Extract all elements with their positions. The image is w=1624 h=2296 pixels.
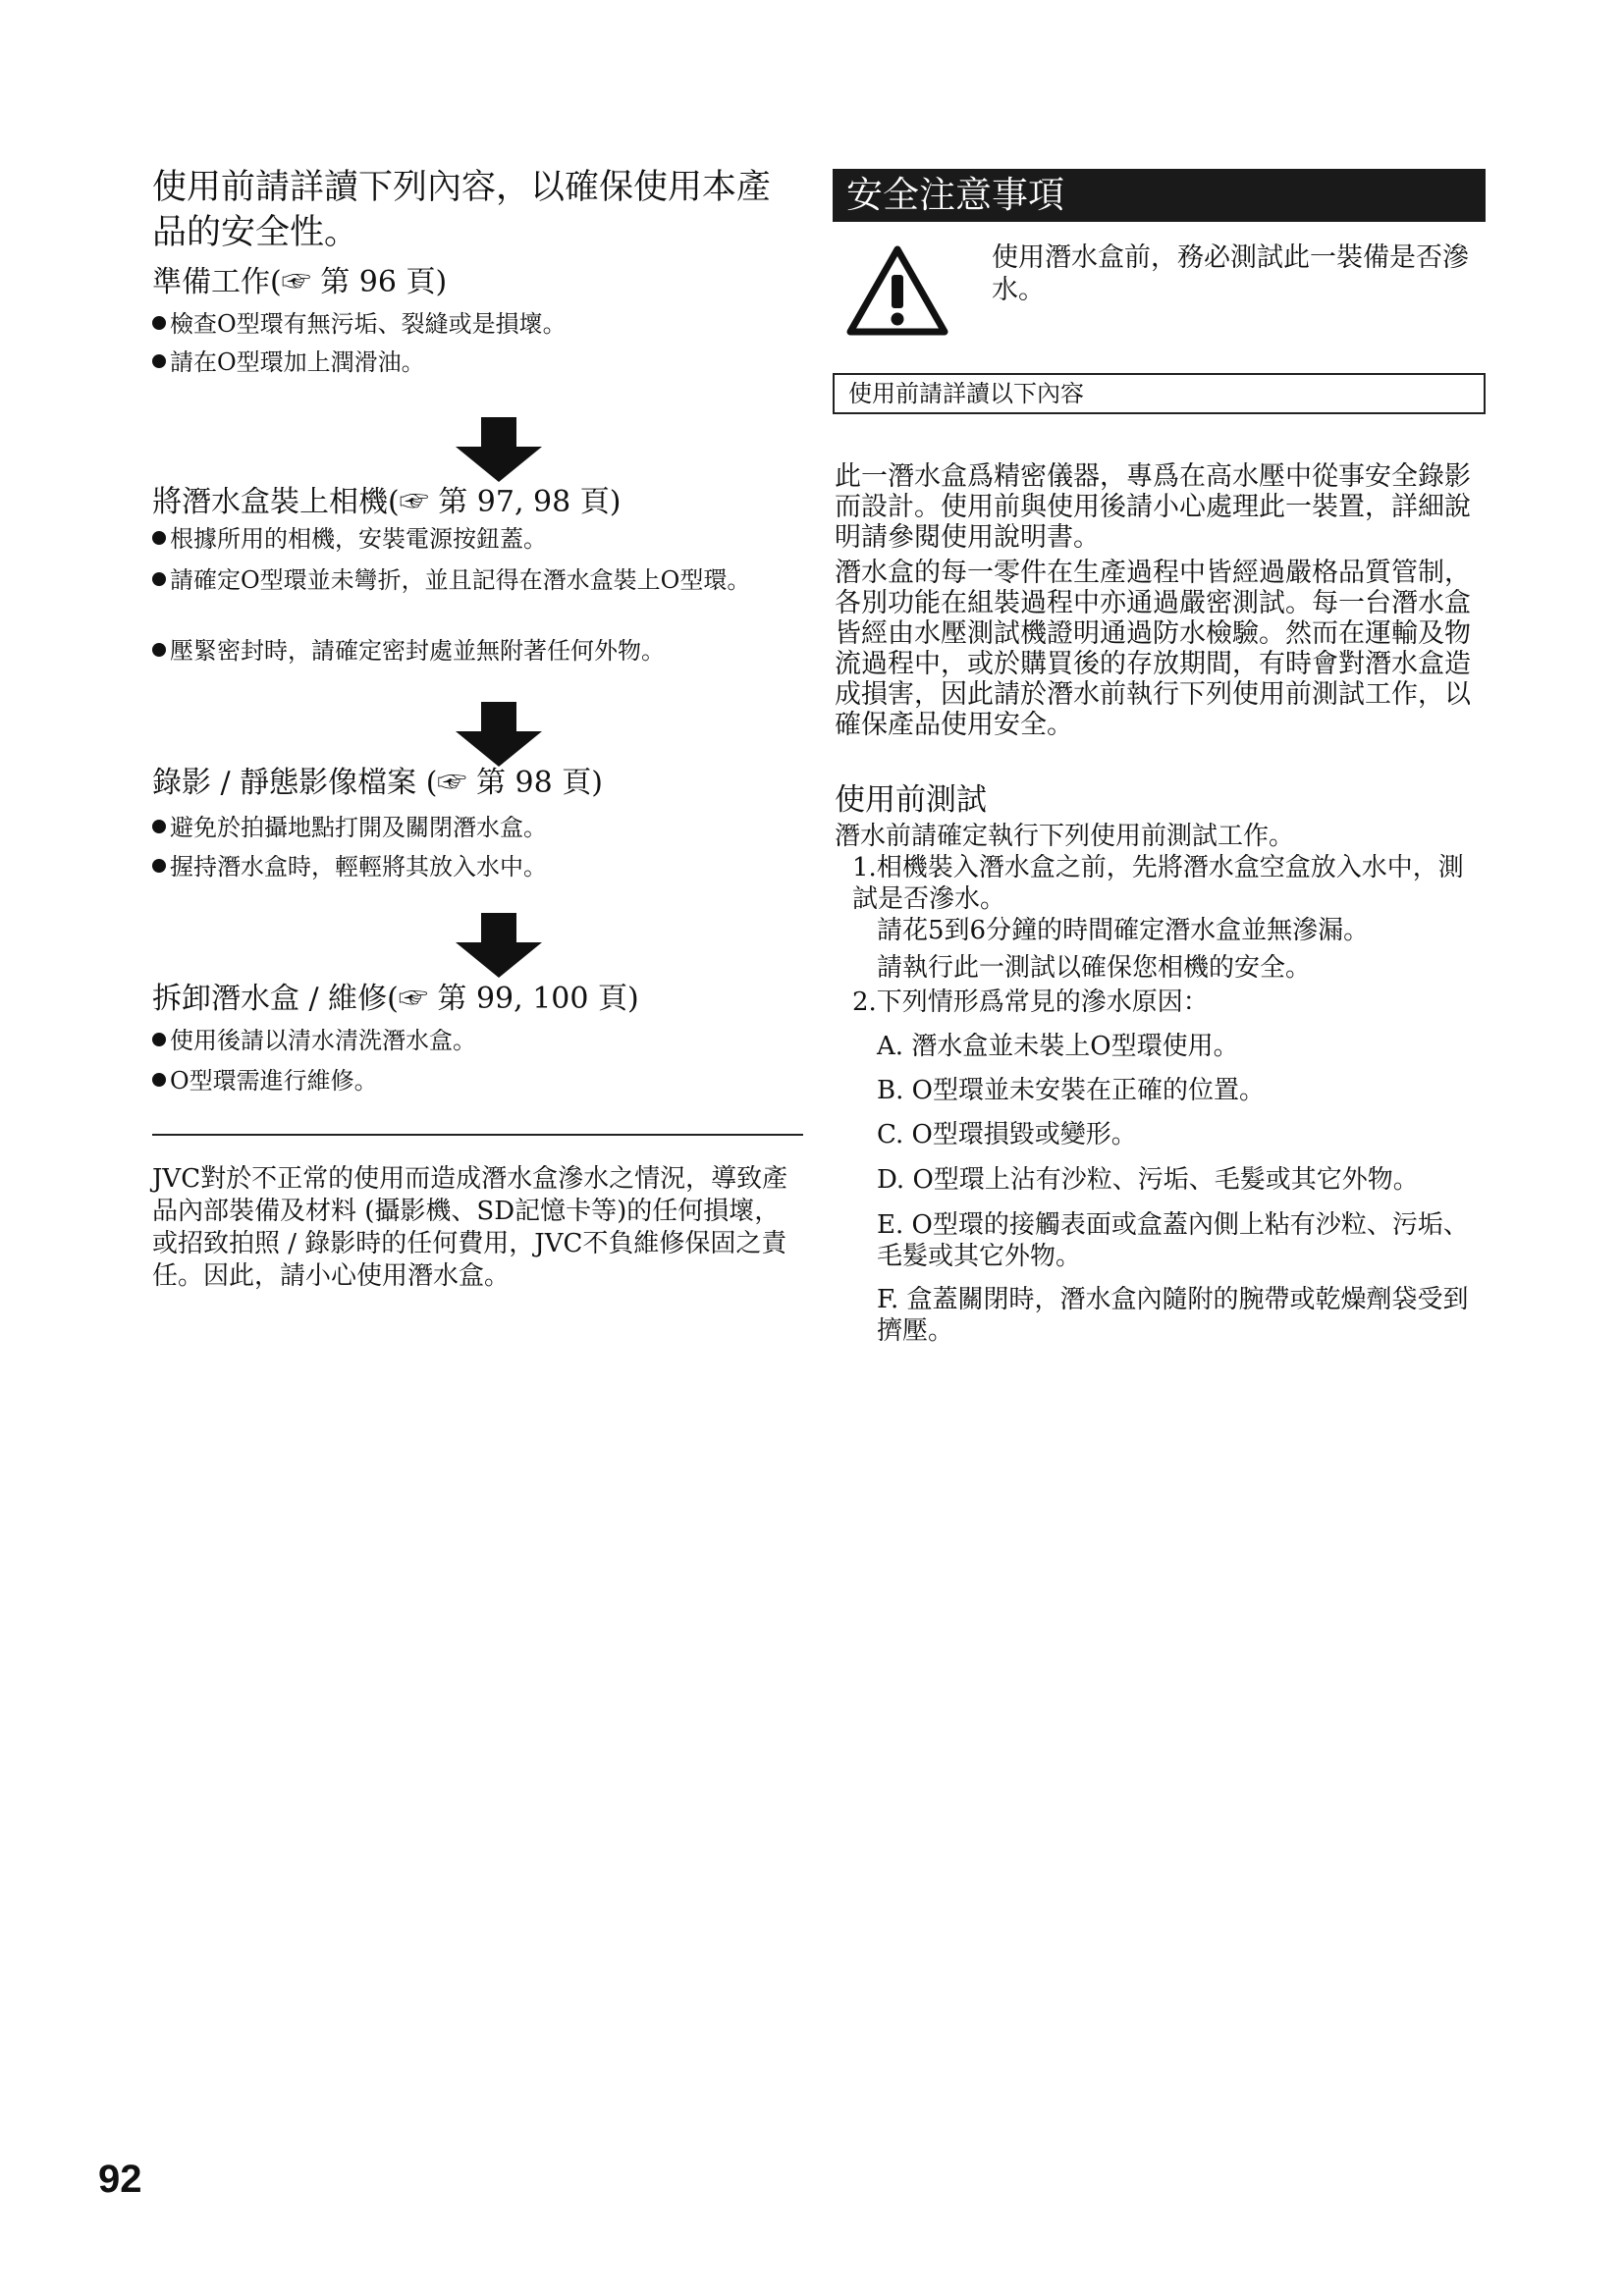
step-title-record: 錄影 / 靜態影像檔案 (☞ 第 98 頁): [152, 766, 603, 800]
warning-text: 使用潛水盒前，務必測試此一裝備是否滲水。: [992, 242, 1469, 305]
bullet-icon: [152, 859, 166, 873]
bullet-item: 請在O型環加上潤滑油。: [152, 346, 810, 379]
pretest-title: 使用前測試: [835, 782, 987, 818]
bullet-icon: [152, 643, 166, 657]
step-title-prepare: 準備工作(☞ 第 96 頁): [152, 265, 448, 299]
divider: [152, 1134, 803, 1136]
bullet-item: O型環需進行維修。: [152, 1064, 810, 1097]
step-title-mount: 將潛水盒裝上相機(☞ 第 97, 98 頁): [152, 485, 622, 519]
down-arrow-icon: [452, 417, 546, 484]
page-number: 92: [98, 2158, 142, 2201]
list-item: 2.下列情形爲常見的滲水原因：: [852, 988, 1209, 1017]
bullet-icon: [152, 572, 166, 586]
bullet-icon: [152, 1073, 166, 1087]
bullet-item: 使用後請以清水清洗潛水盒。: [152, 1024, 810, 1057]
bullet-icon: [152, 354, 166, 368]
step-title-remove: 拆卸潛水盒 / 維修(☞ 第 99, 100 頁): [152, 982, 639, 1016]
bullet-item: 根據所用的相機，安裝電源按鈕蓋。: [152, 522, 810, 556]
bullet-item: 握持潛水盒時，輕輕將其放入水中。: [152, 850, 810, 883]
intro-text: 使用前請詳讀下列內容，以確保使用本產品的安全性。: [152, 168, 772, 252]
list-item-note: 請執行此一測試以確保您相機的安全。: [877, 953, 1312, 983]
section-header: 安全注意事項: [833, 169, 1486, 222]
list-item: 1.相機裝入潛水盒之前，先將潛水盒空盒放入水中，測試是否滲水。: [852, 853, 1464, 914]
bullet-icon: [152, 1033, 166, 1046]
down-arrow-icon: [452, 913, 546, 980]
cause-item: D. O型環上沾有沙粒、污垢、毛髮或其它外物。: [877, 1165, 1419, 1195]
paragraph: 此一潛水盒爲精密儀器，專爲在高水壓中從事安全錄影而設計。使用前與使用後請小心處理此一裝置，詳細說明請參閱使用說明書。: [835, 461, 1471, 553]
list-item-note: 請花5到6分鐘的時間確定潛水盒並無滲漏。: [877, 916, 1370, 945]
bullet-icon: [152, 531, 166, 545]
cause-item: C. O型環損毀或變形。: [877, 1120, 1137, 1149]
cause-item: E. O型環的接觸表面或盒蓋內側上粘有沙粒、污垢、毛髮或其它外物。: [877, 1210, 1469, 1271]
down-arrow-icon: [452, 702, 546, 769]
read-before-use-label: 使用前請詳讀以下內容: [833, 373, 1486, 414]
paragraph: 潛水盒的每一零件在生產過程中皆經過嚴格品質管制，各別功能在組裝過程中亦通過嚴密測試。每一台潛水盒皆經由水壓測試機證明通過防水檢驗。然而在運輸及物流過程中，或於購買後的存放期間，有時會對潛水盒造成損害，因此請於潛水前執行下列使用前測試工作，以確保產品使用安全。: [835, 558, 1471, 740]
bullet-item: 請確定O型環並未彎折，並且記得在潛水盒裝上O型環。: [152, 563, 785, 597]
bullet-item: 避免於拍攝地點打開及關閉潛水盒。: [152, 811, 810, 844]
bullet-item: 壓緊密封時，請確定密封處並無附著任何外物。: [152, 634, 810, 667]
bullet-icon: [152, 316, 166, 330]
pretest-intro: 潛水前請確定執行下列使用前測試工作。: [835, 822, 1295, 851]
bullet-icon: [152, 820, 166, 833]
cause-item: B. O型環並未安裝在正確的位置。: [877, 1076, 1265, 1105]
bullet-item: 檢查O型環有無污垢、裂縫或是損壞。: [152, 307, 810, 341]
warning-triangle-icon: [846, 245, 948, 336]
disclaimer-note: JVC對於不正常的使用而造成潛水盒滲水之情況，導致產品內部裝備及材料 (攝影機、SD記憶卡等)的任何損壞，或招致拍照 / 錄影時的任何費用，JVC不負維修保固之責任。因此，請小心使用潛水盒。: [152, 1164, 788, 1291]
cause-item: A. 潛水盒並未裝上O型環使用。: [877, 1032, 1239, 1061]
cause-item: F. 盒蓋關閉時，潛水盒內隨附的腕帶或乾燥劑袋受到擠壓。: [877, 1285, 1469, 1346]
